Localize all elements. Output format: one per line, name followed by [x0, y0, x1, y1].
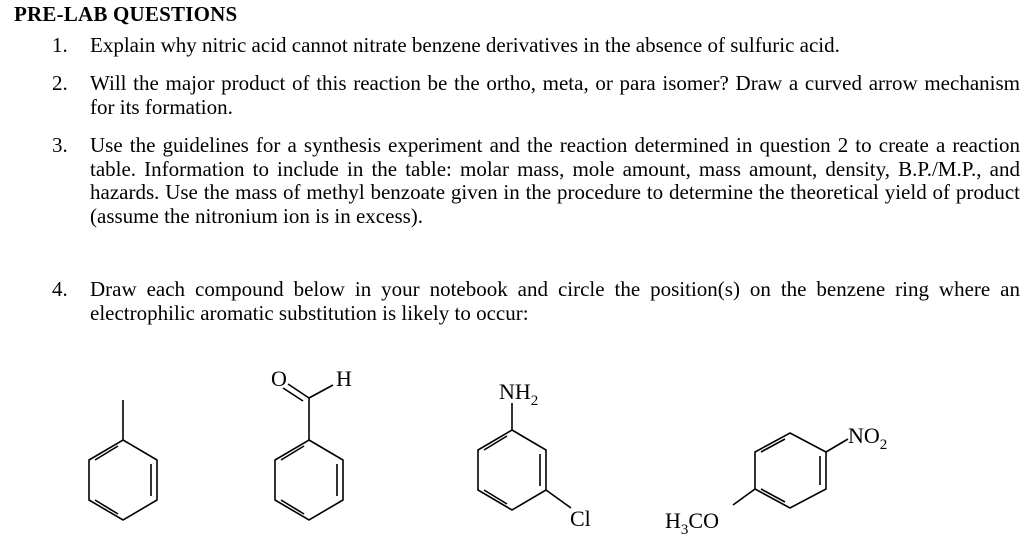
question-text: Will the major product of this reaction be the ortho, meta, or para isomer? Draw a curved arrow mechanism for its formation.: [90, 71, 1020, 119]
benzene-ring: [755, 433, 826, 508]
structure-chloroaniline: [478, 379, 591, 531]
question-text: Draw each compound below in your notebook and circle the position(s) on the benzene ring where an electrophilic aromatic substitution is likely to occur:: [90, 277, 1020, 325]
aldehyde-hydrogen: H: [336, 366, 352, 391]
question-number: 4.: [52, 277, 68, 301]
benzene-ring: [478, 430, 546, 510]
question-number: 3.: [52, 133, 68, 157]
question-number: 1.: [52, 33, 68, 57]
question-text: Explain why nitric acid cannot nitrate benzene derivatives in the absence of sulfuric acid.: [90, 33, 840, 57]
chloro-group: Cl: [570, 506, 591, 531]
question-number: 2.: [52, 71, 68, 95]
question-text: Use the guidelines for a synthesis experiment and the reaction determined in question 2 to create a reaction table. Information to include in the table: molar mass, mole amount, mass amount, density, B.P./M.P., and hazards. Use the mass of methyl benzoate given in the procedure to determine the theoretical yield of product (assume the nitronium ion is in excess).: [90, 133, 1020, 228]
page-heading: PRE-LAB QUESTIONS: [14, 2, 238, 26]
structure-benzaldehyde: [271, 366, 352, 520]
nitro-group: $NO_2$: [848, 423, 888, 453]
methoxy-group: $H_3CO$: [665, 508, 719, 538]
amine-group: $NH_2$: [499, 379, 539, 409]
benzene-ring: [89, 440, 157, 520]
structure-toluene: [89, 400, 157, 520]
aldehyde-oxygen: O: [271, 366, 287, 391]
benzene-ring: [275, 440, 343, 520]
chemical-structures: [0, 355, 1024, 553]
structure-nitroanisole: [665, 423, 887, 538]
